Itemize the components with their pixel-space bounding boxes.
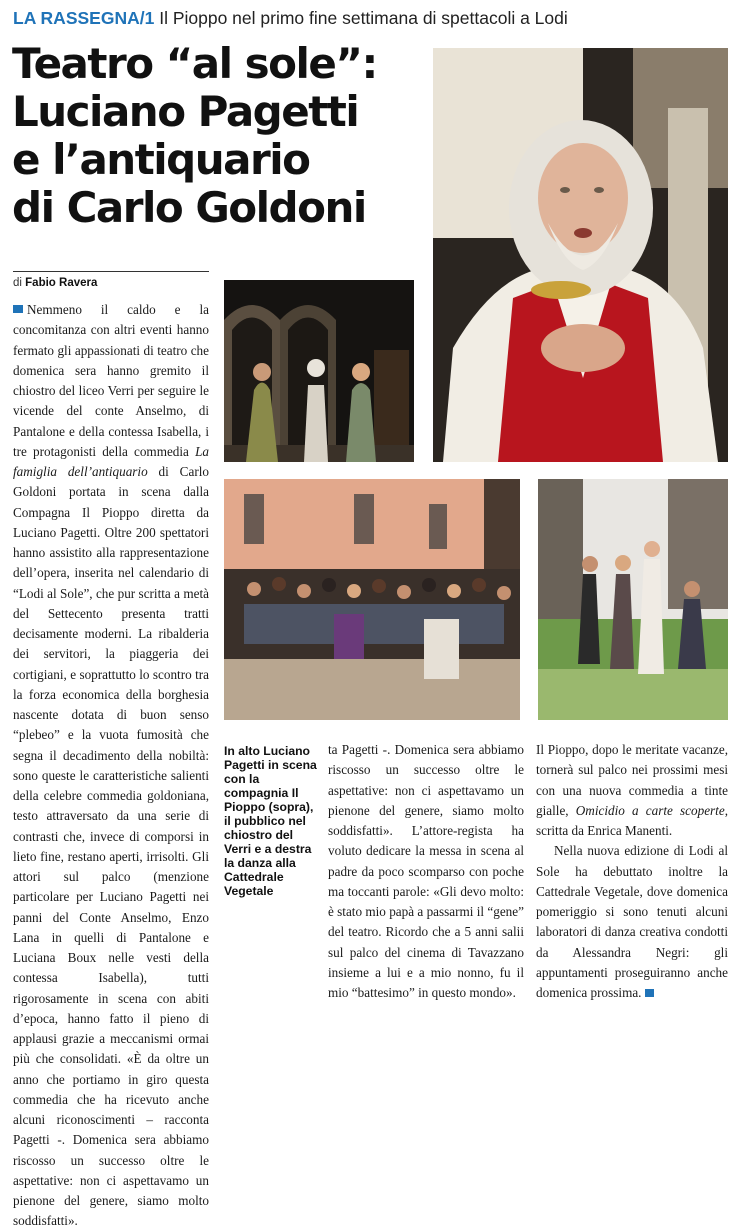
byline-divider (13, 271, 209, 272)
headline-line: di Carlo Goldoni (12, 183, 366, 232)
dance-photo (538, 479, 728, 720)
headline-line: e l’antiquario (12, 135, 310, 184)
article-end-marker (645, 989, 654, 997)
article-text: ta Pagetti -. Domenica sera abbiamo riscosso un successo oltre le aspettative: non ci aspettavamo un pienone del genere, siamo molto soddisfatti». L’attore-regista ha voluto dedicare la messa in scena al padre da poco scomparso con poche ma toccanti parole: «Gli devo molto: è stato mio papà a passarmi il “gene” del teatro. Ricordo che a 5 anni salii sul palco del cinema di Tavazzano insieme a lui e a mio nonno, fu il mio “battesimo” in questo mondo». (328, 742, 524, 1000)
kicker-subtitle: Il Pioppo nel primo fine settimana di spettacoli a Lodi (159, 8, 568, 28)
article-column-4 (536, 740, 728, 1000)
section-tag: LA RASSEGNA/1 (13, 8, 155, 28)
article-text: Il Pioppo, dopo le meritate vacanze, tornerà sul palco nei prossimi mesi con una nuova commedia a tinte gialle, (536, 742, 728, 818)
article-start-marker (13, 305, 23, 313)
play-title: Omicidio a carte scoperte (575, 802, 725, 818)
byline (13, 277, 97, 289)
headline-line: Teatro “al sole”: (12, 39, 377, 88)
article-text: Nemmeno il caldo e la concomitanza con altri eventi hanno fermato gli appassionati di teatro che domenica sera hanno gremito il chiostro del liceo Verri per seguire le vicende del conte Anselmo, di Pantalone e della contessa Isabella, i tre protagonisti della commedia (13, 302, 209, 459)
actor-portrait-photo (433, 48, 728, 462)
byline-prefix: di (13, 277, 22, 289)
stage-scene-photo (224, 280, 414, 462)
photo-caption: In alto Luciano Pagetti in scena con la compagnia Il Pioppo (sopra), il pubblico nel chiostro del Verri e a destra la danza alla Cattedrale Vegetale (224, 744, 317, 898)
article-column-3 (328, 740, 524, 1000)
play-title: La famiglia dell’antiquario (13, 443, 209, 479)
headline (12, 40, 422, 232)
kicker (13, 6, 725, 30)
article-column-1 (13, 300, 209, 1229)
byline-author: Fabio Ravera (25, 277, 98, 289)
article-text: di Carlo Goldoni portata in scena dalla Compagna Il Pioppo diretta da Luciano Pagetti. Oltre 200 spettatori hanno assistito alla rappresentazione dell’opera, inserita nel calendario di “Lodi al Sole”, che pur scritta a metà del Settecento presenta tratti decisamente moderni. La ribalderia dei servitori, la piaggeria dei cortigiani, e soprattutto lo scontro tra la forza economica della borghesia nascente dotata di buon senso “plebeo” e la vuota fumosità che segna il decadimento della nobiltà: sono queste le caratteristiche salienti della celebre commedia goldoniana, testo attraversato da una serie di contrasti che, invece di comporsi in lieto fine, restano aperti, irrisolti. Gli attori sul palco (menzione particolare per Luciano Pagetti nei panni del Conte Anselmo, Enzo Lana in quelli di Pantalone e Luciana Boux nelle vesti della contessa Isabella), tutti rigorosamente in scena con abiti d’epoca, hanno fatto il pieno di applausi grazie a meccanismi ormai più che consolidati. «È da oltre un anno che portiamo in giro questa commedia che ha ricevuto anche alcuni riconoscimenti – racconta Pagetti -. Domenica sera abbiamo riscosso un successo oltre le aspettative: non ci aspettavamo un pienone del genere, siamo molto soddisfatti». (13, 464, 209, 1229)
audience-photo (224, 479, 520, 720)
article-text: , scritta da Enrica Manenti. (536, 802, 728, 838)
headline-line: Luciano Pagetti (12, 87, 359, 136)
article-text: Nella nuova edizione di Lodi al Sole ha debuttato inoltre la Cattedrale Vegetale, dove domenica pomeriggio si sono tenuti alcuni laboratori di danza creativa condotti da Alessandra Negri: gli appuntamenti proseguiranno anche domenica prossima. (536, 843, 728, 1000)
